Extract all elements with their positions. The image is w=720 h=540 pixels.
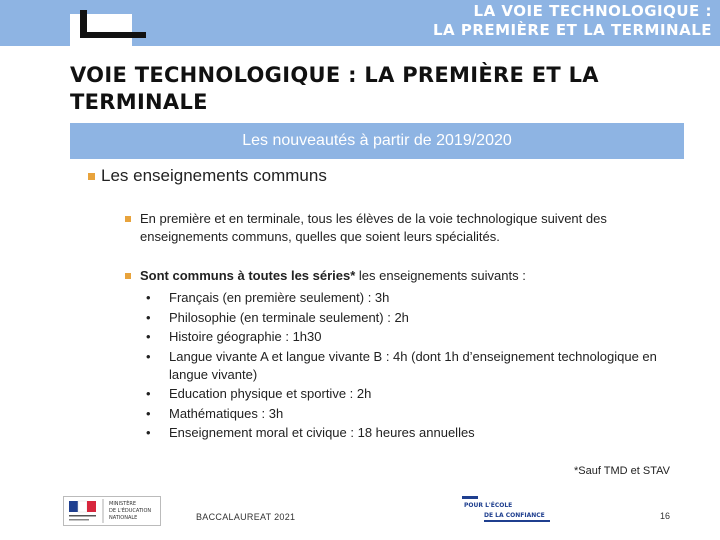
- page-title: VOIE TECHNOLOGIQUE : LA PREMIÈRE ET LA TERMINALE: [70, 63, 599, 114]
- header-band: [0, 0, 720, 46]
- footer-baccalaureat: BACCALAUREAT 2021: [196, 512, 296, 522]
- bullet-dot-icon: •: [146, 329, 151, 344]
- ministry-line-3: NATIONALE: [109, 515, 138, 521]
- list-item: [146, 309, 686, 327]
- paragraph-common-teaching-text: En première et en terminale, tous les élèves de la voie technologique suivent des enseignements communs, quelles que soient leurs spécialités.: [140, 211, 607, 244]
- ecole-confiance-logo-icon: [462, 496, 552, 524]
- square-bullet-icon: [125, 216, 131, 222]
- paragraph-common-teaching: [125, 210, 675, 246]
- ministry-line-2: DE L'ÉDUCATION: [109, 508, 152, 514]
- list-item-text: Français (en première seulement) : 3h: [169, 290, 390, 305]
- subtitle-band: [70, 123, 684, 159]
- list-item-text: Enseignement moral et civique : 18 heures annuelles: [169, 425, 475, 440]
- list-item: [146, 289, 686, 307]
- list-item-text: Education physique et sportive : 2h: [169, 386, 372, 401]
- square-bullet-icon: [125, 273, 131, 279]
- ministry-logo-icon: [63, 496, 161, 526]
- bullet-dot-icon: •: [146, 309, 151, 325]
- list-item: [146, 328, 686, 346]
- ministry-line-1: MINISTÈRE: [109, 501, 137, 507]
- ecole-logo-line-1: POUR L'ÉCOLE: [464, 502, 513, 509]
- square-bullet-icon: [88, 173, 95, 180]
- bullet-dot-icon: •: [146, 348, 151, 364]
- page-number: 16: [660, 511, 671, 521]
- brand-logo-icon: [70, 8, 150, 46]
- paragraph-rest-part: les enseignements suivants :: [355, 268, 526, 283]
- subject-list: [146, 289, 686, 444]
- footnote: *Sauf TMD et STAV: [574, 465, 670, 477]
- ecole-logo-line-2: DE LA CONFIANCE: [484, 512, 545, 519]
- list-item: [146, 348, 686, 384]
- paragraph-common-all-series-text: [140, 267, 675, 285]
- list-item: [146, 385, 686, 403]
- subtitle: Les nouveautés à partir de 2019/2020: [242, 132, 512, 149]
- header-title: [433, 2, 712, 40]
- list-item: [146, 424, 686, 442]
- section-heading-label: Les enseignements communs: [101, 166, 327, 185]
- bullet-dot-icon: •: [146, 290, 151, 305]
- paragraph-common-all-series: [125, 267, 675, 285]
- bullet-dot-icon: •: [146, 405, 151, 421]
- bullet-dot-icon: •: [146, 386, 151, 401]
- header-title-line1: LA VOIE TECHNOLOGIQUE :: [473, 2, 712, 20]
- list-item: [146, 405, 686, 423]
- list-item-text: Philosophie (en terminale seulement) : 2h: [169, 309, 409, 325]
- list-item-text: Langue vivante A et langue vivante B : 4h (dont 1h d’enseignement technologique en langue vivante): [169, 348, 657, 382]
- section-heading: [88, 166, 327, 186]
- list-item-text: Histoire géographie : 1h30: [169, 329, 322, 344]
- list-item-text: Mathématiques : 3h: [169, 405, 284, 421]
- header-title-line2: LA PREMIÈRE ET LA TERMINALE: [432, 21, 712, 39]
- paragraph-bold-part: Sont communs à toutes les séries*: [140, 268, 356, 283]
- bullet-dot-icon: •: [146, 425, 151, 440]
